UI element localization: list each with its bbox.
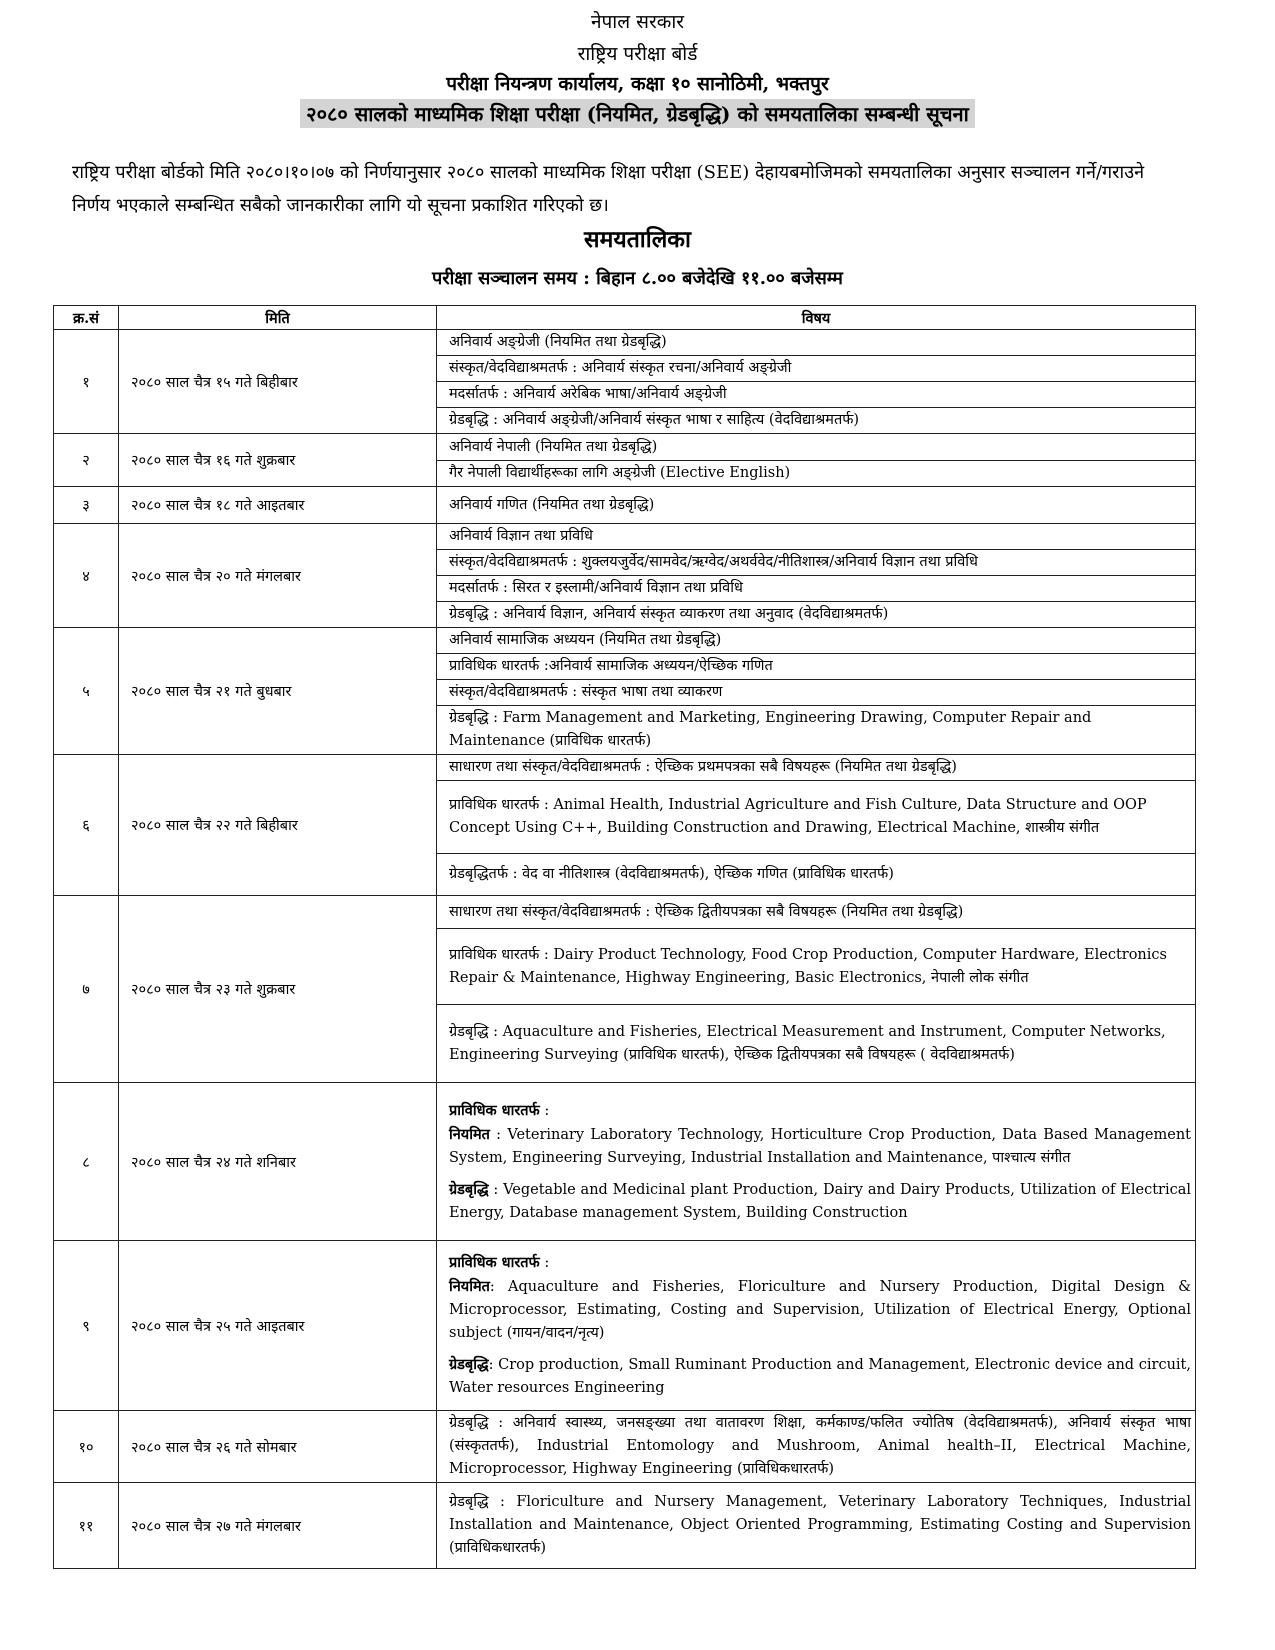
subject-cell: मदर्सातर्फ : सिरत र इस्लामी/अनिवार्य विज्ञान तथा प्रविधि xyxy=(437,576,1196,602)
serial-number: १० xyxy=(54,1411,119,1483)
table-row xyxy=(54,524,1196,550)
table-row xyxy=(54,1083,1196,1241)
serial-number: ८ xyxy=(54,1083,119,1241)
exam-date: २०८० साल चैत्र २५ गते आइतबार xyxy=(119,1241,437,1411)
subject-cell: ग्रेडबृद्धि : अनिवार्य विज्ञान, अनिवार्य संस्कृत व्याकरण तथा अनुवाद (वेदविद्याश्रमतर्फ) xyxy=(437,602,1196,628)
schedule-title: समयतालिका xyxy=(584,226,691,253)
subject-cell: संस्कृत/वेदविद्याश्रमतर्फ : शुक्लयजुर्वेद/सामवेद/ऋग्वेद/अथर्ववेद/नीतिशास्त्र/अनिवार्य विज्ञान तथा प्रविधि xyxy=(437,550,1196,576)
gradeup-subjects xyxy=(449,1178,1191,1225)
serial-number: १ xyxy=(54,330,119,434)
subject-cell: प्राविधिक धारतर्फ : Animal Health, Industrial Agriculture and Fish Culture, Data Structure and OOP Concept Using C++, Building Construction and Drawing, Electrical Machine, शास्त्रीय संगीत xyxy=(437,781,1196,854)
exam-date: २०८० साल चैत्र २१ गते बुधबार xyxy=(119,628,437,755)
notice-title: २०८० सालको माध्यमिक शिक्षा परीक्षा (नियमित, ग्रेडबृद्धि) को समयतालिका सम्बन्धी सूचना xyxy=(300,99,975,128)
table-row xyxy=(54,1411,1196,1483)
intro-paragraph: राष्ट्रिय परीक्षा बोर्डको मिति २०८०।१०।०७ को निर्णयानुसार २०८० सालको माध्यमिक शिक्षा परीक्षा (SEE) देहायबमोजिमको समयतालिका अनुसार सञ्चालन गर्ने/गराउने निर्णय भएकाले सम्बन्धित सबैको जानकारीका लागि यो सूचना प्रकाशित गरिएको छ। xyxy=(72,162,1145,216)
subject-cell: अनिवार्य गणित (नियमित तथा ग्रेडबृद्धि) xyxy=(437,487,1196,524)
subject-cell: प्राविधिक धारतर्फ : Dairy Product Technology, Food Crop Production, Computer Hardware, Electronics Repair & Maintenance, Highway Engineering, Basic Electronics, नेपाली लोक संगीत xyxy=(437,929,1196,1005)
subject-cell: ग्रेडबृद्धितर्फ : वेद वा नीतिशास्त्र (वेदविद्याश्रमतर्फ), ऐच्छिक गणित (प्राविधिक धारतर्फ) xyxy=(437,854,1196,896)
subject-cell: साधारण तथा संस्कृत/वेदविद्याश्रमतर्फ : ऐच्छिक द्वितीयपत्रका सबै विषयहरू (नियमित तथा ग्रेडबृद्धि) xyxy=(437,896,1196,929)
subject-cell: अनिवार्य नेपाली (नियमित तथा ग्रेडबृद्धि) xyxy=(437,434,1196,461)
table-row xyxy=(54,434,1196,461)
regular-text: : Veterinary Laboratory Technology, Horticulture Crop Production, Data Based Management System, Engineering Surveying, Industrial Installation and Maintenance, पाश्चात्य संगीत xyxy=(449,1126,1191,1166)
header-government: नेपाल सरकार xyxy=(590,11,685,33)
regular-label: नियमित xyxy=(449,1125,490,1143)
serial-number: २ xyxy=(54,434,119,487)
header-date: मिति xyxy=(119,306,437,330)
gradeup-text: : Crop production, Small Ruminant Production and Management, Electronic device and circuit, Water resources Engineering xyxy=(449,1357,1191,1396)
exam-date: २०८० साल चैत्र १६ गते शुक्रबार xyxy=(119,434,437,487)
exam-date: २०८० साल चैत्र २७ गते मंगलबार xyxy=(119,1483,437,1569)
serial-number: ५ xyxy=(54,628,119,755)
header-subject: विषय xyxy=(437,306,1196,330)
header-board: राष्ट्रिय परीक्षा बोर्ड xyxy=(577,43,698,65)
technical-stream-subjects xyxy=(437,1241,1196,1411)
subject-cell: अनिवार्य अङ्ग्रेजी (नियमित तथा ग्रेडबृद्धि) xyxy=(437,330,1196,356)
subject-cell: अनिवार्य विज्ञान तथा प्रविधि xyxy=(437,524,1196,550)
subject-cell: ग्रेडबृद्धि : Floriculture and Nursery Management, Veterinary Laboratory Techniques, Industrial Installation and Maintenance, Object Oriented Programming, Estimating Costing and Supervision (प्राविधिकधारतर्फ) xyxy=(437,1483,1196,1569)
stream-heading-line xyxy=(449,1251,1191,1275)
stream-heading-tail: : xyxy=(539,1255,550,1271)
gradeup-label: ग्रेडबृद्धि xyxy=(449,1180,489,1198)
regular-subjects xyxy=(449,1123,1191,1170)
serial-number: ३ xyxy=(54,487,119,524)
gradeup-text: : Vegetable and Medicinal plant Production, Dairy and Dairy Products, Utilization of Electrical Energy, Database management System, Building Construction xyxy=(449,1181,1191,1221)
table-row xyxy=(54,487,1196,524)
exam-date: २०८० साल चैत्र २० गते मंगलबार xyxy=(119,524,437,628)
schedule-table xyxy=(53,305,1196,1569)
serial-number: ९ xyxy=(54,1241,119,1411)
stream-heading-tail: : xyxy=(539,1102,550,1119)
subject-cell: ग्रेडबृद्धि : Farm Management and Marketing, Engineering Drawing, Computer Repair and Maintenance (प्राविधिक धारतर्फ) xyxy=(437,706,1196,755)
header-office: परीक्षा नियन्त्रण कार्यालय, कक्षा १० सानोठिमी, भक्तपुर xyxy=(446,73,829,95)
header-sn: क्र.सं xyxy=(54,306,119,330)
stream-heading: प्राविधिक धारतर्फ xyxy=(449,1101,540,1119)
serial-number: ४ xyxy=(54,524,119,628)
subject-cell: मदर्सातर्फ : अनिवार्य अरेबिक भाषा/अनिवार्य अङ्ग्रेजी xyxy=(437,382,1196,408)
subject-cell: अनिवार्य सामाजिक अध्ययन (नियमित तथा ग्रेडबृद्धि) xyxy=(437,628,1196,654)
table-row xyxy=(54,330,1196,356)
subject-cell: ग्रेडबृद्धि : अनिवार्य अङ्ग्रेजी/अनिवार्य संस्कृत भाषा र साहित्य (वेदविद्याश्रमतर्फ) xyxy=(437,408,1196,434)
table-row xyxy=(54,1483,1196,1569)
serial-number: ६ xyxy=(54,755,119,896)
subject-cell: ग्रेडबृद्धि : अनिवार्य स्वास्थ्य, जनसङ्ख्या तथा वातावरण शिक्षा, कर्मकाण्ड/फलित ज्योतिष (वेदविद्याश्रमतर्फ), अनिवार्य संस्कृत भाषा (संस्कृततर्फ), Industrial Entomology and Mushroom, Animal health–II, Electrical Machine, Microprocessor, Highway Engineering (प्राविधिकधारतर्फ) xyxy=(437,1411,1196,1483)
regular-text: : Aquaculture and Fisheries, Floriculture and Nursery Production, Digital Design & Microprocessor, Estimating, Costing and Supervision, Utilization of Electrical Energy, Optional subject (गायन/वादन/नृत्य) xyxy=(449,1279,1191,1341)
subject-cell: प्राविधिक धारतर्फ :अनिवार्य सामाजिक अध्ययन/ऐच्छिक गणित xyxy=(437,654,1196,680)
exam-date: २०८० साल चैत्र १८ गते आइतबार xyxy=(119,487,437,524)
table-row xyxy=(54,896,1196,929)
gradeup-subjects xyxy=(449,1353,1191,1400)
exam-date: २०८० साल चैत्र २२ गते बिहीबार xyxy=(119,755,437,896)
exam-date: २०८० साल चैत्र २६ गते सोमबार xyxy=(119,1411,437,1483)
exam-date: २०८० साल चैत्र २३ गते शुक्रबार xyxy=(119,896,437,1083)
notice-title-wrap xyxy=(0,99,1275,128)
table-body xyxy=(54,330,1196,1569)
regular-subjects xyxy=(449,1275,1191,1345)
stream-heading: प्राविधिक धारतर्फ xyxy=(449,1254,540,1271)
technical-stream-subjects xyxy=(437,1083,1196,1241)
subject-cell: ग्रेडबृद्धि : Aquaculture and Fisheries, Electrical Measurement and Instrument, Computer Networks, Engineering Surveying (प्राविधिक धारतर्फ), ऐच्छिक द्वितीयपत्रका सबै विषयहरू ( वेदविद्याश्रमतर्फ) xyxy=(437,1005,1196,1083)
subject-cell: संस्कृत/वेदविद्याश्रमतर्फ : अनिवार्य संस्कृत रचना/अनिवार्य अङ्ग्रेजी xyxy=(437,356,1196,382)
exam-date: २०८० साल चैत्र १५ गते बिहीबार xyxy=(119,330,437,434)
serial-number: ७ xyxy=(54,896,119,1083)
subject-cell: संस्कृत/वेदविद्याश्रमतर्फ : संस्कृत भाषा तथा व्याकरण xyxy=(437,680,1196,706)
gradeup-label: ग्रेडबृद्धि xyxy=(449,1356,489,1373)
subject-cell: गैर नेपाली विद्यार्थीहरूका लागि अङ्ग्रेजी (Elective English) xyxy=(437,461,1196,487)
table-row xyxy=(54,755,1196,781)
exam-date: २०८० साल चैत्र २४ गते शनिबार xyxy=(119,1083,437,1241)
serial-number: ११ xyxy=(54,1483,119,1569)
exam-time: परीक्षा सञ्चालन समय : बिहान ८.०० बजेदेखि ११.०० बजेसम्म xyxy=(432,268,843,289)
stream-heading-line xyxy=(449,1099,1191,1123)
table-header-row xyxy=(54,306,1196,330)
subject-cell: साधारण तथा संस्कृत/वेदविद्याश्रमतर्फ : ऐच्छिक प्रथमपत्रका सबै विषयहरू (नियमित तथा ग्रेडबृद्धि) xyxy=(437,755,1196,781)
table-row xyxy=(54,628,1196,654)
table-row xyxy=(54,1241,1196,1411)
regular-label: नियमित xyxy=(449,1278,490,1295)
